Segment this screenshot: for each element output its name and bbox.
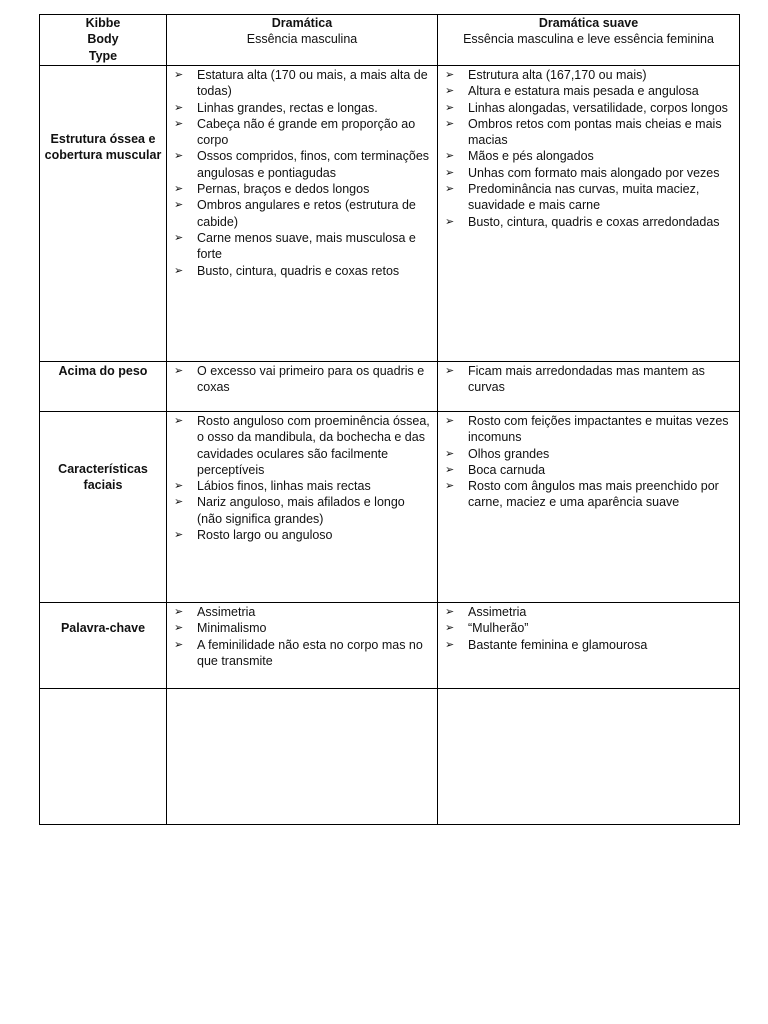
- dramatica-cell: [167, 362, 438, 412]
- header-body-line: Body: [87, 32, 119, 47]
- list-item: ➢ Busto, cintura, quadris e coxas retos: [197, 263, 431, 279]
- header-dramatica-cell: [167, 15, 438, 66]
- row-label-palavra-chave: Palavra-chave: [40, 603, 167, 689]
- list-item: ➢ Cabeça não é grande em proporção ao corpo: [197, 116, 431, 149]
- list-item: ➢ Ficam mais arredondadas mas mantem as curvas: [468, 363, 733, 396]
- list-item: ➢ Mãos e pés alongados: [468, 148, 733, 164]
- list-item: ➢ Altura e estatura mais pesada e angulosa: [468, 83, 733, 99]
- dramatica-suave-cell: [438, 66, 740, 362]
- table-row: [40, 412, 740, 603]
- list-item: ➢ Estrutura alta (167,170 ou mais): [468, 67, 733, 83]
- list-item: ➢ Assimetria: [468, 604, 733, 620]
- empty-cell: [40, 689, 167, 825]
- bullet-list: [167, 412, 437, 543]
- empty-cell: [167, 689, 438, 825]
- bullet-list: [167, 362, 437, 396]
- bullet-list: [438, 412, 739, 511]
- header-dramatica-title: Dramática: [271, 16, 333, 30]
- list-item: ➢ Rosto largo ou anguloso: [197, 527, 431, 543]
- header-row: [40, 15, 740, 66]
- list-item: ➢ Linhas alongadas, versatilidade, corpos longos: [468, 100, 733, 116]
- list-item: ➢ Estatura alta (170 ou mais, a mais alta de todas): [197, 67, 431, 100]
- list-item: ➢ Ombros retos com pontas mais cheias e mais macias: [468, 116, 733, 149]
- row-label-caracteristicas-faciais: Características faciais: [40, 412, 167, 603]
- dramatica-suave-cell: [438, 362, 740, 412]
- bullet-list: [438, 362, 739, 396]
- list-item: ➢ O excesso vai primeiro para os quadris e coxas: [197, 363, 431, 396]
- header-kibbe-line: Kibbe: [85, 16, 121, 30]
- list-item: ➢ Ombros angulares e retos (estrutura de cabide): [197, 197, 431, 230]
- list-item: ➢ Linhas grandes, rectas e longas.: [197, 100, 431, 116]
- header-dramatica-subtitle: Essência masculina: [246, 32, 358, 47]
- row-label-estrutura: Estrutura óssea e cobertura muscular: [40, 66, 167, 362]
- list-item: ➢ Ossos compridos, finos, com terminações angulosas e pontiagudas: [197, 148, 431, 181]
- list-item: ➢ Rosto anguloso com proeminência óssea, o osso da mandibula, da bochecha e das cavidades oculares são facilmente perceptíveis: [197, 413, 431, 478]
- dramatica-suave-cell: [438, 603, 740, 689]
- list-item: ➢ Nariz anguloso, mais afilados e longo (não significa grandes): [197, 494, 431, 527]
- dramatica-cell: [167, 603, 438, 689]
- dramatica-cell: [167, 412, 438, 603]
- row-label-acima-do-peso: Acima do peso: [40, 362, 167, 412]
- header-dramatica-suave-cell: [438, 15, 740, 66]
- table-row: [40, 603, 740, 689]
- kibbe-body-type-table: [39, 14, 740, 825]
- dramatica-cell: [167, 66, 438, 362]
- bullet-list: [167, 66, 437, 279]
- list-item: ➢ Assimetria: [197, 604, 431, 620]
- bullet-list: [438, 603, 739, 653]
- dramatica-suave-cell: [438, 412, 740, 603]
- header-kibbe-cell: [40, 15, 167, 66]
- list-item: ➢ Bastante feminina e glamourosa: [468, 637, 733, 653]
- table-row: [40, 66, 740, 362]
- list-item: ➢ Lábios finos, linhas mais rectas: [197, 478, 431, 494]
- list-item: ➢ “Mulherão”: [468, 620, 733, 636]
- bullet-list: [438, 66, 739, 230]
- bullet-list: [167, 603, 437, 669]
- empty-table-row: [40, 689, 740, 825]
- list-item: ➢ A feminilidade não esta no corpo mas no que transmite: [197, 637, 431, 670]
- list-item: ➢ Busto, cintura, quadris e coxas arredondadas: [468, 214, 733, 230]
- list-item: ➢ Olhos grandes: [468, 446, 733, 462]
- list-item: ➢ Rosto com feições impactantes e muitas vezes incomuns: [468, 413, 733, 446]
- header-dramatica-suave-subtitle: Essência masculina e leve essência feminina: [463, 32, 714, 47]
- list-item: ➢ Predominância nas curvas, muita maciez, suavidade e mais carne: [468, 181, 733, 214]
- list-item: ➢ Pernas, braços e dedos longos: [197, 181, 431, 197]
- table-row: [40, 362, 740, 412]
- list-item: ➢ Minimalismo: [197, 620, 431, 636]
- list-item: ➢ Unhas com formato mais alongado por vezes: [468, 165, 733, 181]
- empty-cell: [438, 689, 740, 825]
- header-type-line: Type: [88, 48, 118, 63]
- list-item: ➢ Carne menos suave, mais musculosa e forte: [197, 230, 431, 263]
- list-item: ➢ Rosto com ângulos mas mais preenchido por carne, maciez e uma aparência suave: [468, 478, 733, 511]
- list-item: ➢ Boca carnuda: [468, 462, 733, 478]
- header-dramatica-suave-title: Dramática suave: [538, 16, 639, 30]
